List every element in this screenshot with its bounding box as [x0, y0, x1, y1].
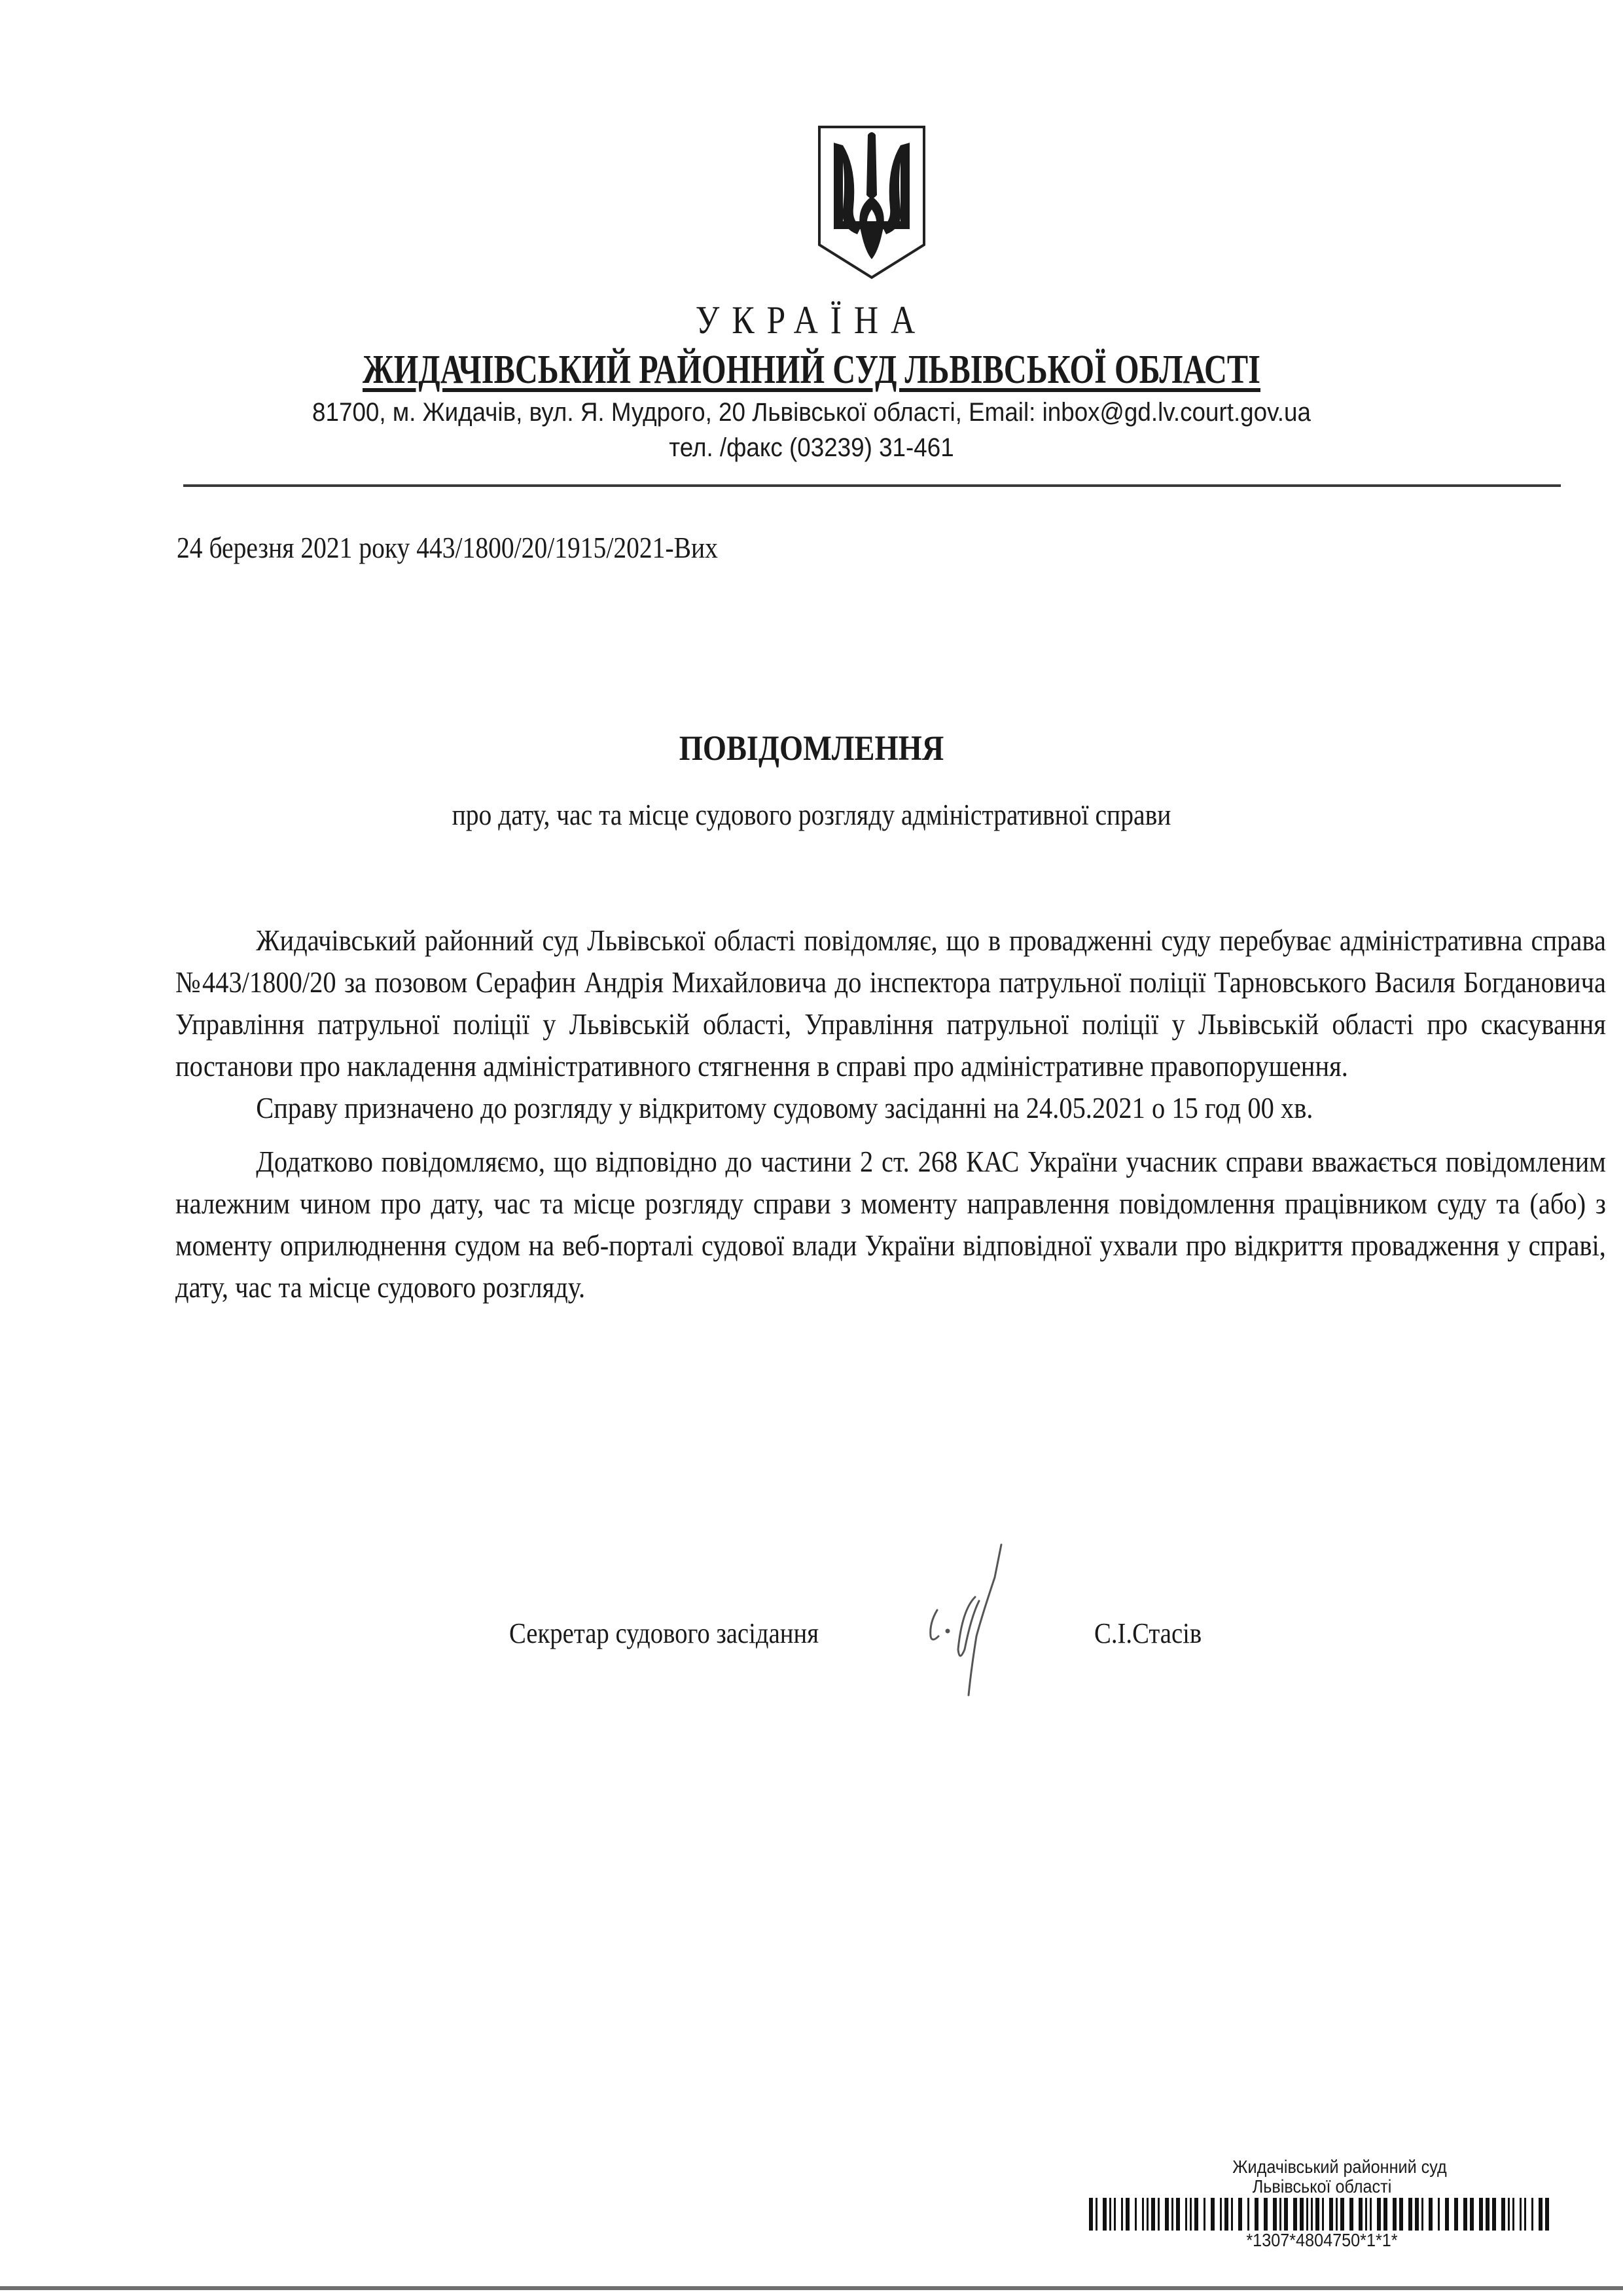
- court-address: 81700, м. Жидачів, вул. Я. Мудрого, 20 Львівської області, Email: inbox@gd.lv.court.gov.ua: [312, 398, 1311, 427]
- barcode-bar: [1520, 2198, 1522, 2231]
- stamp-region: Львівської області: [1252, 2176, 1392, 2197]
- signatory-position: Секретар судового засідання: [509, 1617, 819, 1649]
- barcode-bar: [1429, 2198, 1433, 2231]
- court-name-heading: ЖИДАЧІВСЬКИЙ РАЙОННИЙ СУД ЛЬВІВСЬКОЇ ОБЛАСТІ: [362, 348, 1260, 392]
- barcode-bar: [1114, 2198, 1116, 2231]
- barcode-bar: [1322, 2198, 1324, 2231]
- barcode-bar: [1486, 2198, 1489, 2231]
- barcode-bar: [1109, 2198, 1111, 2231]
- header-divider: [183, 484, 1561, 487]
- barcode-bar: [1211, 2198, 1215, 2231]
- barcode-bar: [1349, 2198, 1353, 2231]
- barcode-bar: [1512, 2198, 1514, 2231]
- barcode-bar: [1238, 2198, 1242, 2231]
- barcode-bar: [1147, 2198, 1149, 2231]
- barcode-bar: [1365, 2198, 1367, 2231]
- barcode-bar: [1142, 2198, 1144, 2231]
- barcode-bar: [1370, 2198, 1372, 2231]
- barcode-bar: [1531, 2198, 1533, 2231]
- barcode-bar: [1415, 2198, 1419, 2231]
- body-paragraph: Справу призначено до розгляду у відкритому судовому засіданні на 24.05.2021 о 15 год 00 хв.: [256, 1091, 1313, 1124]
- barcode-bar: [1336, 2198, 1338, 2231]
- barcode-bar: [1204, 2198, 1205, 2231]
- barcode-bar: [1224, 2198, 1228, 2231]
- court-phone: тел. /факс (03239) 31-461: [669, 433, 954, 462]
- body-paragraph: Жидачівський районний суд Львівської області повідомляє, що в провадженні суду перебуває адміністративна справа №443/1800/20 за позовом Серафин Андрія Михайловича до інспектора патрульної поліції Тарновського Василя Богдановича Управління патрульної поліції у Львівській області, Управління патрульної поліції у Львівській області про скасування постанови про накладення адміністративного стягнення в справі про адміністративне правопорушення.: [175, 924, 1606, 1083]
- barcode-bar: [1185, 2198, 1187, 2231]
- barcode-bar: [1165, 2198, 1169, 2231]
- registry-stamp: [1086, 2157, 1558, 2250]
- outgoing-reference: 24 березня 2021 року 443/1800/20/1915/2021-Вих: [177, 531, 718, 564]
- body-paragraph: Додатково повідомляємо, що відповідно до частини 2 ст. 268 КАС України учасник справи вважається повідомленим належним чином про дату, час та місце розгляду справи з моменту направлення повідомлення працівником суду та (або) з моменту оприлюднення судом на веб-порталі судової влади України відповідної ухвали про відкриття провадження у справі, дату, час та місце судового розгляду.: [175, 1145, 1606, 1304]
- document-subtitle: про дату, час та місце судового розгляду адміністративної справи: [452, 798, 1171, 831]
- signatory-name: С.І.Стасів: [1094, 1617, 1202, 1649]
- barcode-bar: [1158, 2198, 1160, 2231]
- barcode-bar: [1126, 2198, 1130, 2231]
- barcode-bar: [1284, 2198, 1288, 2231]
- barcode-bar: [1329, 2198, 1333, 2231]
- barcode-bar: [1306, 2198, 1308, 2231]
- barcode-bar: [1470, 2198, 1474, 2231]
- barcode-bar: [1311, 2198, 1313, 2231]
- barcode-icon: [1089, 2198, 1558, 2231]
- barcode-bar: [1103, 2198, 1107, 2231]
- barcode-bar: [1399, 2198, 1403, 2231]
- barcode-bar: [1315, 2198, 1319, 2231]
- barcode-bar: [1194, 2198, 1198, 2231]
- barcode-bar: [1479, 2198, 1483, 2231]
- barcode-bar: [1463, 2198, 1467, 2231]
- barcode-bar: [1438, 2198, 1440, 2231]
- barcode-bar: [1264, 2198, 1268, 2231]
- page-scan-edge: [0, 2286, 1623, 2290]
- barcode-bar: [1492, 2198, 1496, 2231]
- barcode-bar: [1231, 2198, 1233, 2231]
- barcode-bar: [1293, 2198, 1297, 2231]
- handwritten-signature-icon: [903, 1538, 1047, 1702]
- document-title: ПОВІДОМЛЕННЯ: [679, 728, 944, 768]
- barcode-bar: [1539, 2198, 1543, 2231]
- barcode-bar: [1220, 2198, 1222, 2231]
- barcode-bar: [1300, 2198, 1304, 2231]
- barcode-bar: [1279, 2198, 1281, 2231]
- barcode-bar: [1176, 2198, 1180, 2231]
- barcode-bar: [1508, 2198, 1510, 2231]
- barcode-bar: [1377, 2198, 1381, 2231]
- barcode-bar: [1121, 2198, 1123, 2231]
- country-heading: УКРАЇНА: [695, 298, 928, 342]
- barcode-bar: [1545, 2198, 1549, 2231]
- barcode-bar: [1273, 2198, 1277, 2231]
- barcode-bar: [1190, 2198, 1192, 2231]
- barcode-bar: [1501, 2198, 1505, 2231]
- barcode-bar: [1445, 2198, 1449, 2231]
- barcode-bar: [1255, 2198, 1258, 2231]
- trident-coat-of-arms-icon: [817, 123, 927, 280]
- barcode-bar: [1247, 2198, 1249, 2231]
- barcode-bar: [1171, 2198, 1173, 2231]
- barcode-bar: [1340, 2198, 1344, 2231]
- barcode-bar: [1524, 2198, 1526, 2231]
- barcode-bar: [1393, 2198, 1397, 2231]
- barcode-bar: [1151, 2198, 1155, 2231]
- signature-block: [0, 1604, 1623, 1682]
- barcode-bar: [1096, 2198, 1097, 2231]
- barcode-bar: [1359, 2198, 1363, 2231]
- barcode-bar: [1383, 2198, 1387, 2231]
- barcode-bar: [1135, 2198, 1137, 2231]
- barcode-bar: [1408, 2198, 1412, 2231]
- barcode-bar: [1421, 2198, 1423, 2231]
- document-body: [175, 920, 1606, 1308]
- barcode-number: *1307*4804750*1*1*: [1246, 2230, 1398, 2250]
- stamp-court-name: Жидачівський районний суд: [1232, 2157, 1447, 2177]
- barcode-bar: [1454, 2198, 1458, 2231]
- barcode-bar: [1089, 2198, 1093, 2231]
